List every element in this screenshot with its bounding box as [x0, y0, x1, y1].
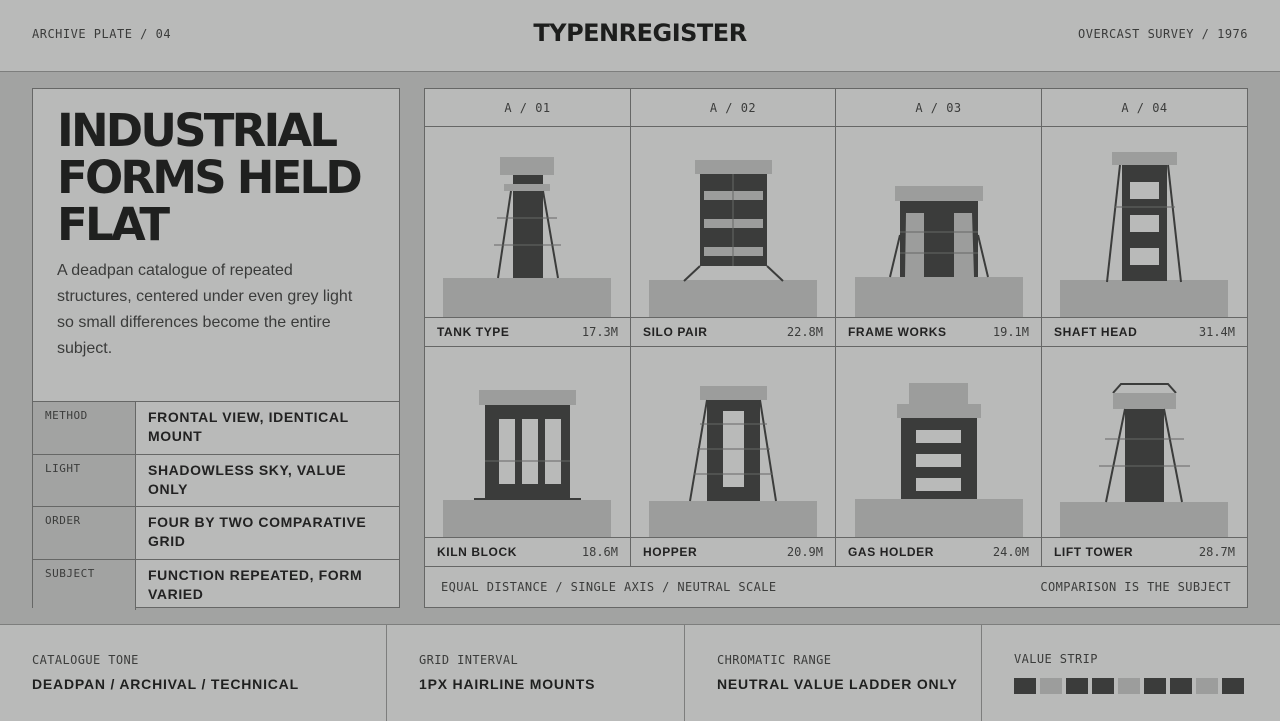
- grid-cell: [631, 347, 836, 567]
- value-swatch: [1066, 678, 1088, 694]
- top-bar: [0, 0, 1280, 72]
- heading-line: INDUSTRIAL: [57, 104, 336, 157]
- footer-value: DEADPAN / ARCHIVAL / TECHNICAL: [32, 676, 299, 692]
- item-height: 20.9M: [786, 545, 823, 559]
- value-swatch: [1144, 678, 1166, 694]
- value-swatch: [1170, 678, 1192, 694]
- footer-value: 1PX HAIRLINE MOUNTS: [419, 676, 596, 692]
- footer-strip: [982, 625, 1280, 721]
- item-height: 22.8M: [786, 325, 823, 339]
- silo-icon: [631, 127, 836, 317]
- spec-row: [33, 506, 399, 559]
- spec-table: [33, 401, 399, 610]
- item-name: LIFT TOWER: [1054, 545, 1134, 559]
- grid-cell: [836, 127, 1042, 347]
- lift-tower-icon: [1042, 347, 1247, 537]
- item-label: [631, 537, 835, 567]
- intro-description: A deadpan catalogue of repeated structures, centered under even grey light so small differences become the entire subject.: [57, 262, 353, 357]
- value-swatch: [1040, 678, 1062, 694]
- value-strip: [1014, 678, 1244, 694]
- item-name: KILN BLOCK: [437, 545, 517, 559]
- spec-key: LIGHT: [33, 455, 136, 506]
- footer-tone: [0, 625, 387, 721]
- value-swatch: [1222, 678, 1244, 694]
- item-name: SILO PAIR: [643, 325, 708, 339]
- column-header: A / 01: [425, 89, 631, 127]
- value-swatch: [1092, 678, 1114, 694]
- item-label: [631, 317, 835, 347]
- grid-cell: [836, 347, 1042, 567]
- item-height: 19.1M: [992, 325, 1029, 339]
- item-name: SHAFT HEAD: [1054, 325, 1138, 339]
- grid-cell: [631, 127, 836, 347]
- footer-interval: [387, 625, 685, 721]
- footer-key: CHROMATIC RANGE: [717, 653, 832, 667]
- footer-range: [685, 625, 982, 721]
- frame-works-icon: [836, 127, 1041, 317]
- grid-cell: [1042, 347, 1247, 567]
- value-swatch: [1196, 678, 1218, 694]
- column-header: A / 04: [1042, 89, 1247, 127]
- item-name: TANK TYPE: [437, 325, 510, 339]
- plate-label: ARCHIVE PLATE / 04: [32, 27, 172, 41]
- grid-cell: [425, 127, 631, 347]
- spec-key: ORDER: [33, 507, 136, 559]
- hopper-icon: [631, 347, 836, 537]
- kiln-block-icon: [425, 347, 630, 537]
- column-header: A / 03: [836, 89, 1042, 127]
- value-swatch: [1014, 678, 1036, 694]
- spec-key: SUBJECT: [33, 560, 136, 610]
- value-swatch: [1118, 678, 1140, 694]
- grid-cell: [425, 347, 631, 567]
- heading-line: FORMS HELD: [57, 151, 360, 204]
- item-label: [836, 317, 1041, 347]
- spec-value: FRONTAL VIEW, IDENTICAL MOUNT: [148, 409, 349, 444]
- intro-heading: [57, 104, 387, 251]
- item-height: 18.6M: [581, 545, 618, 559]
- grid-footer-left: EQUAL DISTANCE / SINGLE AXIS / NEUTRAL SCALE: [441, 580, 777, 594]
- survey-label: OVERCAST SURVEY / 1976: [1078, 27, 1248, 41]
- item-height: 28.7M: [1198, 545, 1235, 559]
- comparison-grid: [424, 88, 1248, 608]
- footer-key: CATALOGUE TONE: [32, 653, 139, 667]
- spec-row: [33, 454, 399, 506]
- shaft-head-icon: [1042, 127, 1247, 317]
- item-height: 17.3M: [581, 325, 618, 339]
- spec-row: [33, 401, 399, 454]
- item-label: [836, 537, 1041, 567]
- item-label: [1042, 537, 1247, 567]
- item-name: GAS HOLDER: [848, 545, 935, 559]
- spec-key: METHOD: [33, 402, 136, 454]
- page-title: TYPENREGISTER: [533, 19, 747, 47]
- item-name: FRAME WORKS: [848, 325, 947, 339]
- item-label: [1042, 317, 1247, 347]
- column-header: A / 02: [631, 89, 836, 127]
- item-label: [425, 537, 630, 567]
- grid-footer-right: COMPARISON IS THE SUBJECT: [1040, 580, 1231, 594]
- intro-panel: [32, 88, 400, 608]
- grid-footer: [425, 567, 1247, 607]
- item-name: HOPPER: [643, 545, 698, 559]
- item-height: 31.4M: [1198, 325, 1235, 339]
- tank-tower-icon: [425, 127, 630, 317]
- spec-value: FUNCTION REPEATED, FORM VARIED: [148, 567, 363, 602]
- item-height: 24.0M: [992, 545, 1029, 559]
- bottom-bar: [0, 624, 1280, 721]
- footer-value: NEUTRAL VALUE LADDER ONLY: [717, 676, 958, 692]
- spec-value: SHADOWLESS SKY, VALUE ONLY: [148, 462, 347, 497]
- spec-value: FOUR BY TWO COMPARATIVE GRID: [148, 514, 367, 549]
- spec-row: [33, 559, 399, 610]
- item-label: [425, 317, 630, 347]
- grid-cell: [1042, 127, 1247, 347]
- footer-key: VALUE STRIP: [1014, 652, 1098, 666]
- footer-key: GRID INTERVAL: [419, 653, 519, 667]
- gas-holder-icon: [836, 347, 1041, 537]
- heading-line: FLAT: [57, 198, 168, 251]
